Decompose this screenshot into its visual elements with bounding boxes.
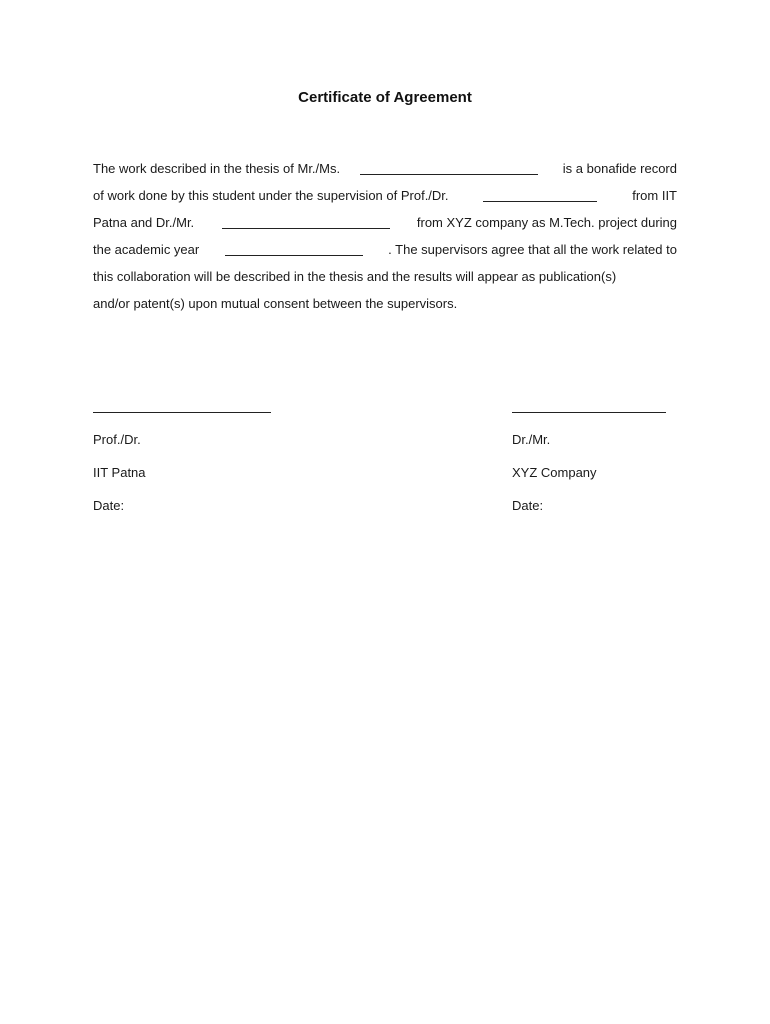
left-date-label: Date: <box>93 498 125 513</box>
line-3-text-a: Patna and Dr./Mr. <box>93 215 195 230</box>
line-4-text-b: . The supervisors agree that all the work related to <box>388 242 677 257</box>
line-2-text-b: from IIT <box>632 188 677 203</box>
right-signatory-org: XYZ Company <box>512 465 597 480</box>
line-3-text-b: from XYZ company as M.Tech. project during <box>416 215 677 230</box>
line-1-text-b: is a bonafide record <box>562 161 677 176</box>
line-2-text-a: of work done by this student under the supervision of Prof./Dr. <box>93 188 449 203</box>
line-5-text: this collaboration will be described in the thesis and the results will appear as publication(s) <box>93 269 617 284</box>
professor-name-blank <box>483 188 597 202</box>
right-signature-line <box>512 412 666 413</box>
page-title: Certificate of Agreement <box>298 89 472 106</box>
paragraph-line-5 <box>93 269 677 287</box>
left-signature-line <box>93 412 271 413</box>
line-1-text-a: The work described in the thesis of Mr./Ms. <box>93 161 341 176</box>
paragraph-line-4 <box>93 242 677 260</box>
line-4-text-a: the academic year <box>93 242 200 257</box>
paragraph-line-6 <box>93 296 677 314</box>
line-6-text: and/or patent(s) upon mutual consent between the supervisors. <box>93 296 458 311</box>
right-date-label: Date: <box>512 498 544 513</box>
right-signatory-title: Dr./Mr. <box>512 432 551 447</box>
company-supervisor-blank <box>222 215 390 229</box>
paragraph-line-3 <box>93 215 677 233</box>
student-name-blank <box>360 161 538 175</box>
left-signatory-title: Prof./Dr. <box>93 432 141 447</box>
paragraph-line-2 <box>93 188 677 206</box>
paragraph-line-1 <box>93 161 677 179</box>
academic-year-blank <box>225 242 363 256</box>
left-signatory-org: IIT Patna <box>93 465 146 480</box>
